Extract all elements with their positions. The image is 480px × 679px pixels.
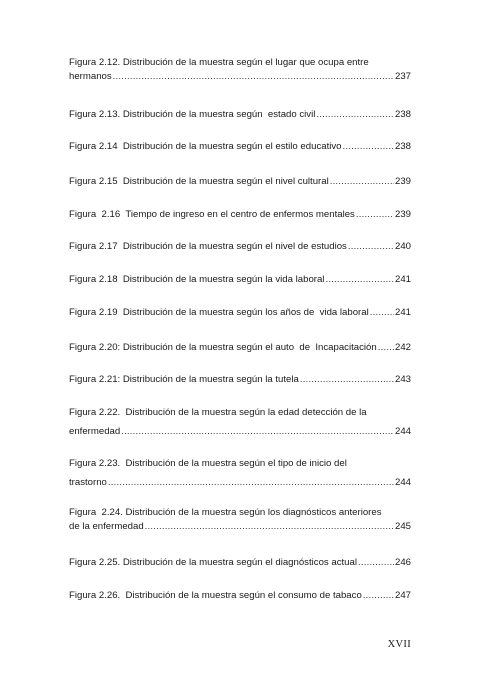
dot-leader	[325, 273, 394, 287]
toc-entry-page-number: 238	[394, 141, 411, 152]
dot-leader	[363, 589, 394, 603]
toc-entry-line	[69, 140, 411, 154]
toc-entry-last-line	[69, 476, 411, 490]
dot-leader	[358, 556, 394, 570]
toc-entry-page-number: 245	[394, 521, 411, 532]
toc-entry[interactable]	[69, 457, 411, 490]
toc-entry-page-number: 247	[394, 590, 411, 601]
toc-entry-title: Figura 2.15 Distribución de la muestra según el nivel cultural	[69, 176, 329, 187]
dot-leader	[370, 306, 394, 320]
toc-entry-title: Figura 2.18 Distribución de la muestra según la vida laboral	[69, 274, 325, 285]
page-number-footer: XVII	[387, 639, 411, 650]
toc-entry-title-line1: Figura 2.23. Distribución de la muestra según el tipo de inicio del	[69, 458, 347, 469]
toc-entry-title: Figura 2.19 Distribución de la muestra según los años de vida laboral	[69, 307, 369, 318]
toc-entry-title: trastorno	[69, 477, 107, 488]
toc-entry-title: Figura 2.21: Distribución de la muestra según la tutela	[69, 374, 299, 385]
toc-entry[interactable]	[69, 108, 411, 122]
toc-entry-first-line	[69, 506, 411, 520]
toc-entry-line	[69, 175, 411, 189]
toc-entry-line	[69, 240, 411, 254]
toc-entry[interactable]	[69, 208, 411, 222]
dot-leader	[378, 341, 394, 355]
toc-entry-last-line	[69, 70, 411, 84]
toc-entry[interactable]	[69, 240, 411, 254]
toc-entry-page-number: 243	[394, 374, 411, 385]
dot-leader	[343, 140, 394, 154]
toc-entry[interactable]	[69, 56, 411, 84]
toc-entry-page-number: 241	[394, 307, 411, 318]
toc-entry-line	[69, 208, 411, 222]
dot-leader	[145, 520, 394, 534]
toc-entry-page-number: 244	[394, 426, 411, 437]
toc-entry-title: Figura 2.17 Distribución de la muestra según el nivel de estudios	[69, 241, 347, 252]
dot-leader	[348, 240, 394, 254]
toc-entry-title: enfermedad	[69, 426, 121, 437]
dot-leader	[330, 175, 394, 189]
toc-entry[interactable]	[69, 589, 411, 603]
toc-entry-first-line	[69, 457, 411, 471]
toc-entry-last-line	[69, 425, 411, 439]
dot-leader	[356, 208, 394, 222]
toc-entry-first-line	[69, 56, 411, 70]
toc-entry[interactable]	[69, 140, 411, 154]
dot-leader	[113, 70, 394, 84]
toc-entry-line	[69, 108, 411, 122]
toc-entry[interactable]	[69, 273, 411, 287]
toc-entry-title: Figura 2.26. Distribución de la muestra según el consumo de tabaco	[69, 590, 362, 601]
toc-entry-page-number: 244	[394, 477, 411, 488]
toc-entry-line	[69, 589, 411, 603]
toc-entry-line	[69, 556, 411, 570]
toc-entry-title: Figura 2.20: Distribución de la muestra según el auto de Incapacitación	[69, 342, 377, 353]
toc-entry-page-number: 238	[394, 109, 411, 120]
dot-leader	[121, 425, 394, 439]
toc-entry[interactable]	[69, 341, 411, 355]
toc-entry-title: de la enfermedad	[69, 521, 144, 532]
toc-entry-page-number: 237	[394, 71, 411, 82]
toc-entry-title: hermanos	[69, 71, 112, 82]
toc-entry-line	[69, 341, 411, 355]
toc-entry-last-line	[69, 520, 411, 534]
toc-entry-line	[69, 373, 411, 387]
toc-entry-title: Figura 2.16 Tiempo de ingreso en el centro de enfermos mentales	[69, 209, 355, 220]
toc-entry-page-number: 241	[394, 274, 411, 285]
toc-entry[interactable]	[69, 556, 411, 570]
toc-entry-title: Figura 2.25. Distribución de la muestra según el diagnósticos actual	[69, 557, 357, 568]
toc-entry-page-number: 240	[394, 241, 411, 252]
toc-entry-line	[69, 306, 411, 320]
toc-entry-page-number: 246	[394, 557, 411, 568]
toc-entry-page-number: 239	[394, 176, 411, 187]
toc-entry[interactable]	[69, 175, 411, 189]
toc-entry[interactable]	[69, 406, 411, 439]
toc-entry[interactable]	[69, 373, 411, 387]
toc-entry-page-number: 242	[394, 342, 411, 353]
toc-entry-title-line1: Figura 2.24. Distribución de la muestra según los diagnósticos anteriores	[69, 507, 382, 518]
dot-leader	[108, 476, 394, 490]
toc-entry-first-line	[69, 406, 411, 420]
dot-leader	[300, 373, 394, 387]
toc-entry-page-number: 239	[394, 209, 411, 220]
toc-entry-line	[69, 273, 411, 287]
toc-entry[interactable]	[69, 506, 411, 534]
dot-leader	[316, 108, 394, 122]
toc-entry-title-line1: Figura 2.12. Distribución de la muestra según el lugar que ocupa entre	[69, 57, 369, 68]
toc-entry-title: Figura 2.13. Distribución de la muestra según estado civil	[69, 109, 316, 120]
toc-entry-title: Figura 2.14 Distribución de la muestra según el estilo educativo	[69, 141, 342, 152]
toc-entry-title-line1: Figura 2.22. Distribución de la muestra según la edad detección de la	[69, 407, 367, 418]
toc-entry[interactable]	[69, 306, 411, 320]
